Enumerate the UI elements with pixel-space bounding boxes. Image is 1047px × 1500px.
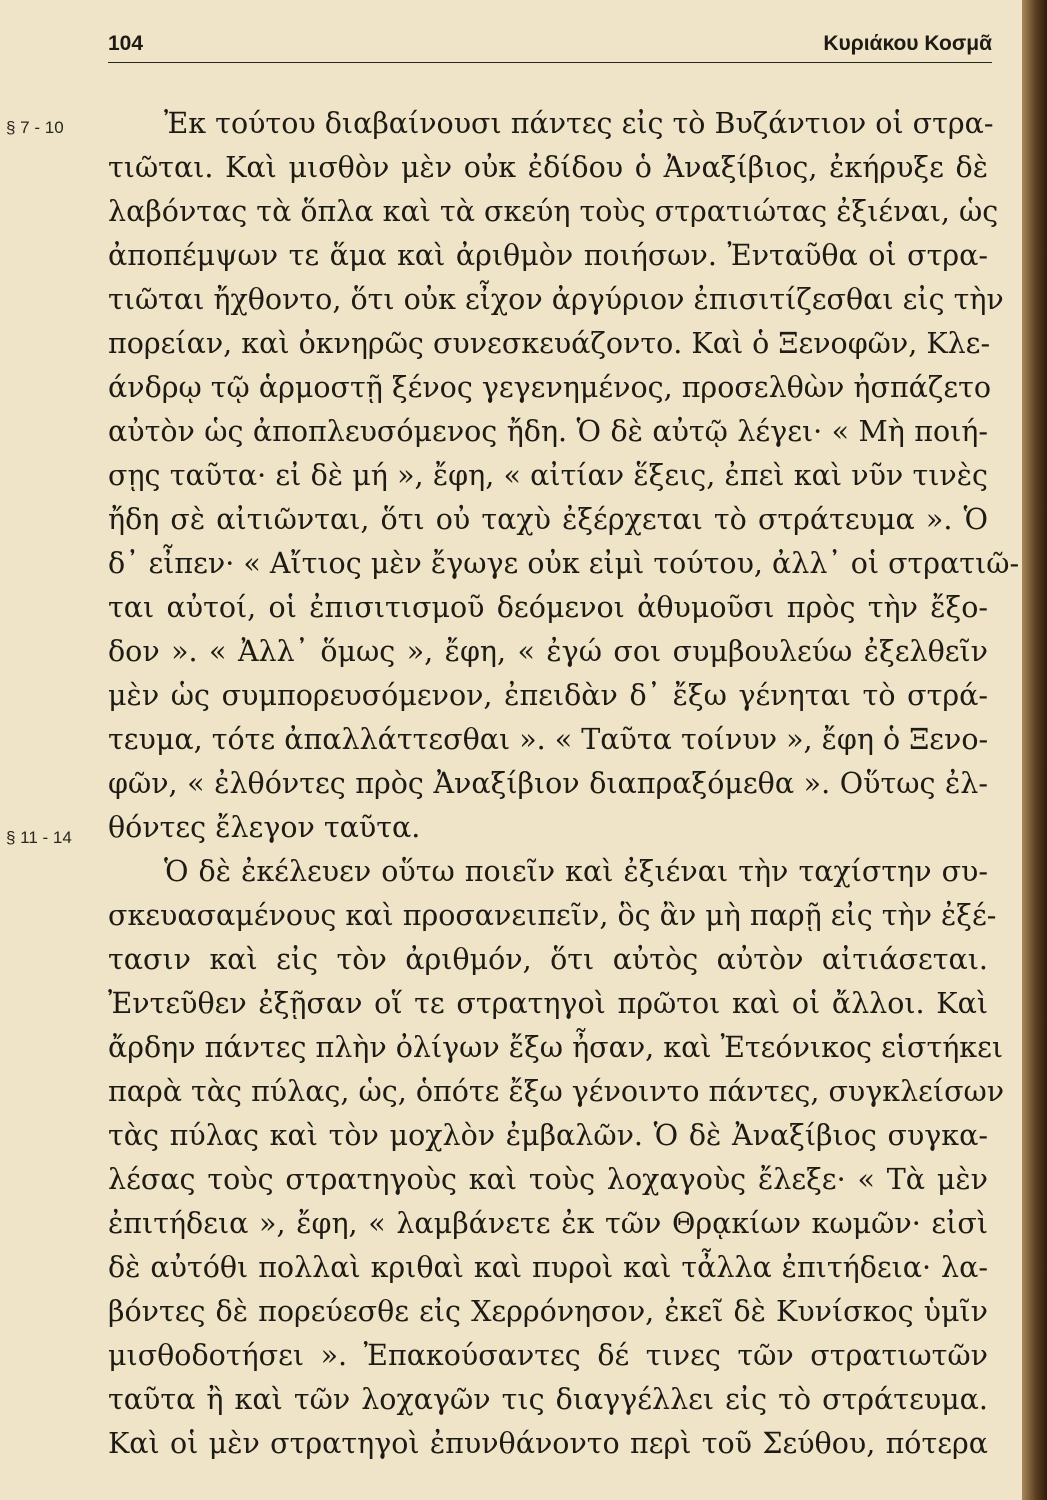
text-line: σκευασαμένους καὶ προσανειπεῖν, ὃς ἂν μὴ παρῇ εἰς τὴν ἐξέ- — [108, 899, 997, 932]
text-line: τιῶται. Καὶ μισθὸν μὲν οὐκ ἐδίδου ὁ Ἀναξίβιος, ἐκήρυξε δὲ — [108, 151, 988, 184]
text-line: πορείαν, καὶ ὀκνηρῶς συνεσκευάζοντο. Καὶ ὁ Ξενοφῶν, Κλε- — [108, 327, 991, 360]
text-line: ἐπιτήδεια », ἔφη, « λαμβάνετε ἐκ τῶν Θρᾳκίων κωμῶν· εἰσὶ — [108, 1207, 988, 1240]
text-line: Καὶ οἱ μὲν στρατηγοὶ ἐπυνθάνοντο περὶ τοῦ Σεύθου, πότερα — [108, 1427, 988, 1460]
page-header — [108, 28, 992, 63]
running-head: Κυριάκου Κοσμᾶ — [823, 32, 992, 55]
section-marker: § 11 - 14 — [6, 828, 72, 847]
text-line: βόντες δὲ πορεύεσθε εἰς Χερρόνησον, ἐκεῖ δὲ Κυνίσκος ὑμῖν — [108, 1295, 988, 1328]
text-line: Ὁ δὲ ἐκέλευεν οὕτω ποιεῖν καὶ ἐξιέναι τὴν ταχίστην συ- — [164, 855, 988, 888]
text-line: τευμα, τότε ἀπαλλάττεσθαι ». « Ταῦτα τοίνυν », ἔφη ὁ Ξενο- — [108, 723, 989, 756]
text-line: δ᾽ εἶπεν· « Αἴτιος μὲν ἔγωγε οὐκ εἰμὶ τούτου, ἀλλ᾽ οἱ στρατιῶ- — [108, 547, 1020, 580]
text-line: μὲν ὡς συμπορευσόμενον, ἐπειδὰν δ᾽ ἔξω γένηται τὸ στρά- — [108, 679, 988, 712]
text-line: μισθοδοτήσει ». Ἐπακούσαντες δέ τινες τῶν στρατιωτῶν — [108, 1339, 988, 1372]
text-line: παρὰ τὰς πύλας, ὡς, ὁπότε ἔξω γένοιντο πάντες, συγκλείσων — [108, 1075, 1005, 1108]
text-line: αὐτὸν ὡς ἀποπλευσόμενος ἤδη. Ὁ δὲ αὐτῷ λέγει· « Μὴ ποιή- — [108, 415, 988, 448]
text-line: Ἐκ τούτου διαβαίνουσι πάντες εἰς τὸ Βυζάντιον οἱ στρα- — [164, 107, 994, 140]
text-line: άνδρῳ τῷ ἁρμοστῇ ξένος γεγενημένος, προσελθὼν ἠσπάζετο — [108, 371, 992, 404]
text-line: δον ». « Ἀλλ᾽ ὅμως », ἔφη, « ἐγώ σοι συμβουλεύω ἐξελθεῖν — [108, 635, 988, 668]
text-line: τιῶται ἤχθοντο, ὅτι οὐκ εἶχον ἀργύριον ἐπισιτίζεσθαι εἰς τὴν — [108, 283, 1004, 316]
text-line: ἀποπέμψων τε ἅμα καὶ ἀριθμὸν ποιήσων. Ἐνταῦθα οἱ στρα- — [108, 239, 988, 272]
text-line: φῶν, « ἐλθόντες πρὸς Ἀναξίβιον διαπραξόμεθα ». Οὕτως ἐλ- — [108, 767, 988, 800]
book-spine-edge — [1022, 0, 1047, 1500]
text-line: Ἐντεῦθεν ἐξῇσαν οἵ τε στρατηγοὶ πρῶτοι καὶ οἱ ἄλλοι. Καὶ — [108, 987, 988, 1020]
text-line: ταῦτα ἢ καὶ τῶν λοχαγῶν τις διαγγέλλει εἰς τὸ στράτευμα. — [108, 1383, 988, 1416]
section-marker: § 7 - 10 — [6, 118, 64, 137]
text-line: ται αὐτοί, οἱ ἐπισιτισμοῦ δεόμενοι ἀθυμοῦσι πρὸς τὴν ἔξο- — [108, 591, 988, 624]
text-line: ἄρδην πάντες πλὴν ὀλίγων ἔξω ἦσαν, καὶ Ἐτεόνικος εἱστήκει — [108, 1031, 1004, 1064]
page-number: 104 — [108, 32, 144, 55]
text-line: σῃς ταῦτα· εἰ δὲ μή », ἔφη, « αἰτίαν ἕξεις, ἐπεὶ καὶ νῦν τινὲς — [108, 459, 988, 492]
text-line: δὲ αὐτόθι πολλαὶ κριθαὶ καὶ πυροὶ καὶ τἆλλα ἐπιτήδεια· λα- — [108, 1251, 988, 1284]
text-line: τὰς πύλας καὶ τὸν μοχλὸν ἐμβαλῶν. Ὁ δὲ Ἀναξίβιος συγκα- — [108, 1119, 988, 1152]
text-line: λέσας τοὺς στρατηγοὺς καὶ τοὺς λοχαγοὺς ἔλεξε· « Τὰ μὲν — [108, 1163, 988, 1196]
text-line: θόντες ἔλεγον ταῦτα. — [108, 811, 421, 844]
text-line: τασιν καὶ εἰς τὸν ἀριθμόν, ὅτι αὐτὸς αὐτὸν αἰτιάσεται. — [108, 943, 988, 976]
text-line: ἤδη σὲ αἰτιῶνται, ὅτι οὐ ταχὺ ἐξέρχεται τὸ στράτευμα ». Ὁ — [108, 503, 988, 536]
text-line: λαβόντας τὰ ὅπλα καὶ τὰ σκεύη τοὺς στρατιώτας ἐξιέναι, ὡς — [108, 195, 999, 228]
